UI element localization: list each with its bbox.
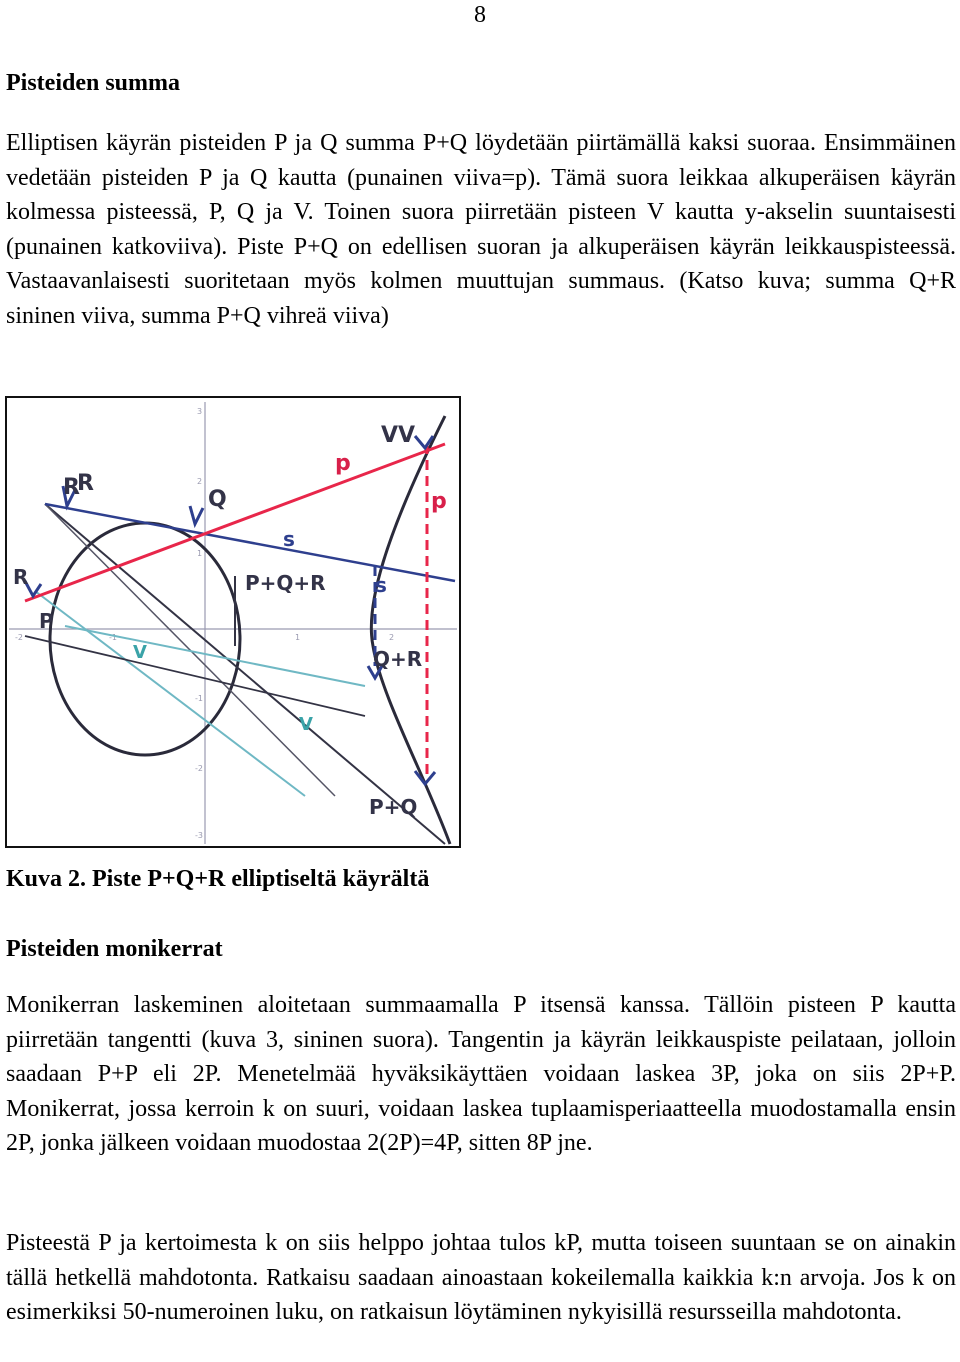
label-Q: Q xyxy=(208,487,227,512)
label-PQ: P+Q xyxy=(369,795,418,819)
section-heading-sum: Pisteiden summa xyxy=(6,70,180,96)
paragraph-sum: Elliptisen käyrän pisteiden P ja Q summa P+Q löydetään piirtämällä kaksi suoraa. Ensimmäinen vedetään pisteiden P ja Q kautta (punainen viiva=p). Tämä suora leikkaa alkuperäisen käyrän kolmessa pisteessä, P, Q ja V. Toinen suora piirretään pisteen V kautta y-akselin suuntaisesti (punainen katkoviiva). Piste P+Q on edellisen suoran ja alkuperäisen käyrän leikkauspisteessä. Vastaavanlaisesti suoritetaan myös kolmen muuttujan summaus. (Katso kuva; summa Q+R sininen viiva, summa P+Q vihreä viiva) xyxy=(6,130,956,329)
tick-x2: 2 xyxy=(389,633,395,642)
tick-y3: 3 xyxy=(197,407,203,416)
label-R-c: R xyxy=(13,565,29,589)
label-R-b: R xyxy=(77,471,94,496)
label-P: P xyxy=(39,609,54,633)
tick-x1: 1 xyxy=(295,633,301,642)
tick-ym2: -2 xyxy=(195,764,203,773)
tick-ym3: -3 xyxy=(195,831,203,840)
section-heading-multiples: Pisteiden monikerrat xyxy=(6,936,223,962)
label-p-2: p xyxy=(431,489,447,514)
figure-caption: Kuva 2. Piste P+Q+R elliptiseltä käyrältä xyxy=(6,866,430,892)
tick-xm1: -1 xyxy=(109,633,117,642)
tick-y1: 1 xyxy=(197,549,203,558)
label-p-1: p xyxy=(335,451,351,476)
page-number: 8 xyxy=(474,2,486,28)
label-v-1: V xyxy=(133,642,147,663)
label-VV: VV xyxy=(381,423,416,448)
tick-y2: 2 xyxy=(197,477,203,486)
elliptic-curve-figure xyxy=(5,396,461,848)
label-R-a: R xyxy=(63,475,80,500)
paragraph-multiples-1: Monikerran laskeminen aloitetaan summaamalla P itsensä kanssa. Tällöin pisteen P kautta piirretään tangentti (kuva 3, sininen suora). Tangentin ja käyrän leikkauspiste peilataan, jolloin saadaan P+P eli 2P. Menetelmää hyväksikäyttäen voidaan laskea 3P, joka on siis 2P+P. Monikerrat, jossa kerroin k on suuri, voidaan laskea tuplaamisperiaatteella muodostamalla ensin 2P, jonka jälkeen voidaan muodostaa 2(2P)=4P, sitten 8P jne. xyxy=(6,992,956,1157)
label-QR: Q+R xyxy=(373,647,423,671)
label-PQR: P+Q+R xyxy=(245,571,326,595)
label-v-2: V xyxy=(299,714,313,735)
paragraph-multiples-2: Pisteestä P ja kertoimesta k on siis helppo johtaa tulos kP, mutta toiseen suuntaan se on ainakin tällä hetkellä mahdotonta. Ratkaisu saadaan ainoastaan kokeilemalla kaikkia k:n arvoja. Jos k on esimerkiksi 50-numeroinen luku, on ratkaisun löytäminen nykyisillä resursseilla mahdotonta. xyxy=(6,1230,956,1326)
label-s-1: s xyxy=(283,527,295,551)
tick-xm2: -2 xyxy=(15,633,23,642)
tick-ym1: -1 xyxy=(195,694,203,703)
label-s-2: s xyxy=(375,573,387,597)
